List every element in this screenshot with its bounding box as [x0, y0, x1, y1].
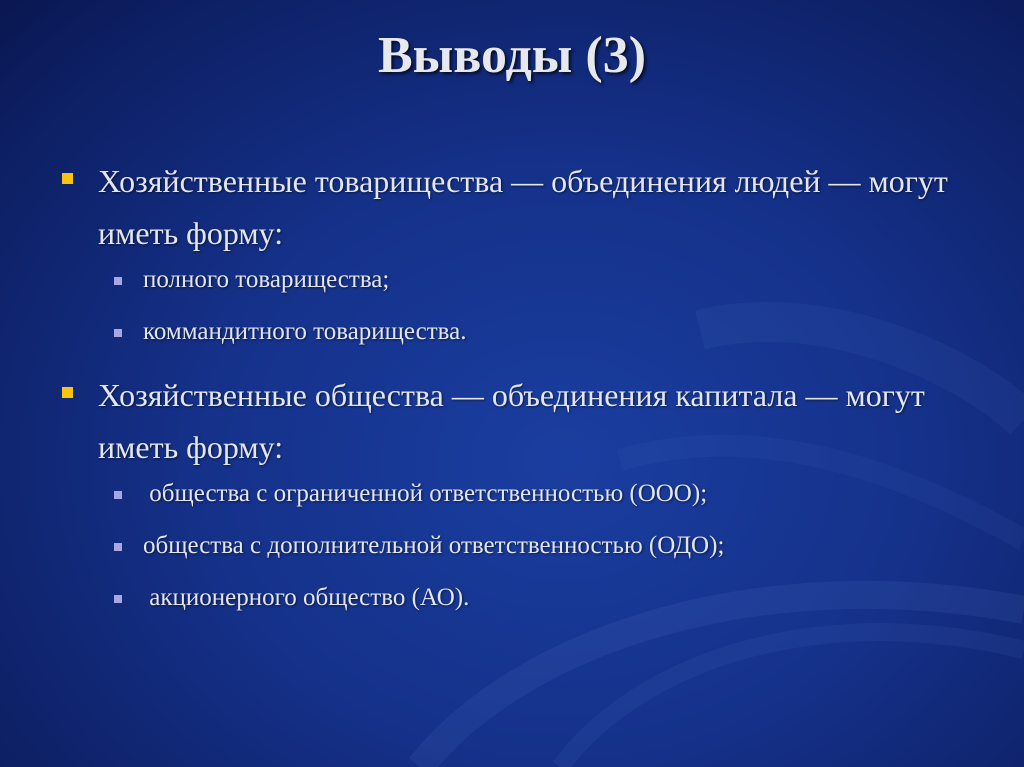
- sub-bullet-text: полного товарищества;: [143, 266, 390, 293]
- sub-bullet-text: общества с дополнительной ответственностью (ОДО);: [143, 532, 725, 559]
- sub-bullet-item: [60, 531, 980, 561]
- bullet-text: Хозяйственные товарищества — объединения людей — могут иметь форму:: [98, 163, 948, 251]
- small-square-bullet-icon: [114, 277, 122, 285]
- bullet-item: [60, 155, 980, 259]
- small-square-bullet-icon: [114, 491, 122, 499]
- sub-bullet-list: [60, 479, 980, 613]
- bullet-item: [60, 369, 980, 473]
- sub-bullet-text: коммандитного товарищества.: [143, 318, 467, 345]
- square-bullet-icon: [62, 387, 73, 398]
- bullet-list: [60, 155, 980, 635]
- sub-bullet-list: [60, 265, 980, 347]
- sub-bullet-item: [60, 583, 980, 613]
- sub-bullet-item: [60, 265, 980, 295]
- sub-bullet-text: общества с ограниченной ответственностью (ООО);: [143, 480, 708, 507]
- small-square-bullet-icon: [114, 329, 122, 337]
- sub-bullet-item: [60, 479, 980, 509]
- sub-bullet-item: [60, 317, 980, 347]
- small-square-bullet-icon: [114, 543, 122, 551]
- small-square-bullet-icon: [114, 595, 122, 603]
- square-bullet-icon: [62, 173, 73, 184]
- bullet-text: Хозяйственные общества — объединения капитала — могут иметь форму:: [98, 377, 925, 465]
- sub-bullet-text: акционерного общество (АО).: [143, 584, 470, 611]
- slide-title: Выводы (3): [377, 27, 647, 84]
